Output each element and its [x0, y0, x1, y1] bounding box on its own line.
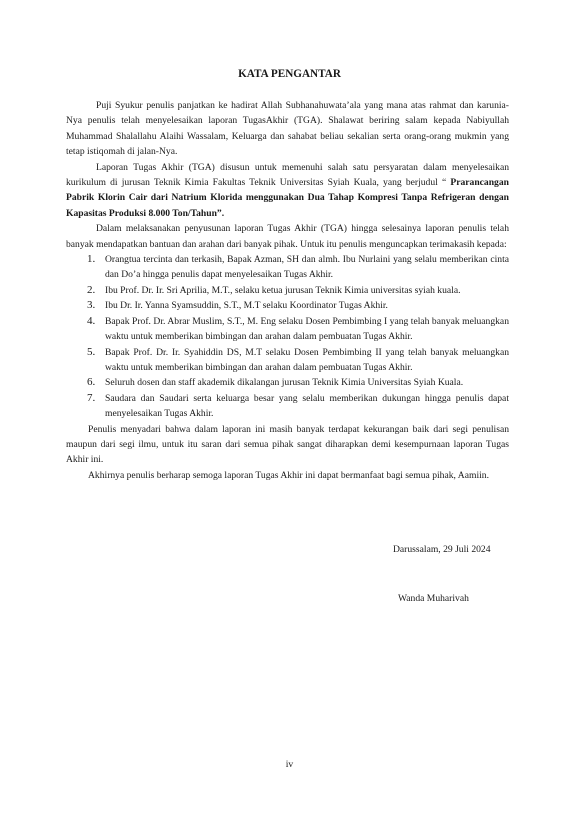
thanks-list	[66, 252, 509, 421]
document-body	[66, 98, 509, 483]
list-item	[66, 252, 509, 283]
list-item-number: 1.	[87, 253, 96, 266]
paragraph-closing: Akhirnya penulis berharap semoga laporan Tugas Akhir ini dapat bermanfaat bagi semua pihak, Aamiin.	[88, 469, 489, 481]
list-item-number: 3.	[87, 299, 96, 312]
list-item	[66, 375, 509, 390]
list-item-text: Saudara dan Saudari serta keluarga besar yang selalu memberikan dukungan hingga penulis dapat menyelesaikan Tugas Akhir.	[105, 392, 509, 420]
list-item-text: Ibu Prof. Dr. Ir. Sri Aprilia, M.T., selaku ketua jurusan Teknik Kimia universitas syiah kuala.	[105, 284, 461, 296]
paragraph-opening: Puji Syukur penulis panjatkan ke hadirat Allah Subhanahuwata’ala yang mana atas rahmat dan karunia-Nya penulis telah menyelesaikan laporan TugasAkhir (TGA). Shalawat beriring salam kepada Nabiyullah Muhammad Shalallahu Alaihi Wassalam, Keluarga dan sahabat beliau sekalian serta orang-orang mukmin yang tetap istiqomah di jalan-Nya.	[66, 100, 509, 158]
list-item-number: 2.	[87, 283, 96, 296]
list-item-number: 7.	[87, 391, 96, 404]
list-item	[66, 314, 509, 345]
list-item-text: Seluruh dosen dan staff akademik dikalangan jurusan Teknik Kimia Universitas Syiah Kuala.	[105, 377, 464, 389]
list-item-text: Bapak Prof. Dr. Ir. Syahiddin DS, M.T selaku Dosen Pembimbing II yang telah banyak meluangkan waktu untuk memberikan bimbingan dan arahan dalam pembuatan Tugas Akhir.	[105, 346, 509, 373]
author-name: Wanda Muharivah	[398, 593, 469, 604]
list-item-number: 5.	[87, 345, 96, 358]
list-item	[66, 345, 509, 376]
list-item-text: Ibu Dr. Ir. Yanna Syamsuddin, S.T., M.T selaku Koordinator Tugas Akhir.	[105, 300, 388, 312]
list-item-text: Bapak Prof. Dr. Abrar Muslim, S.T., M. Eng selaku Dosen Pembimbing I yang telah banyak meluangkan waktu untuk memberikan bimbingan dan arahan dalam pembuatan Tugas Akhir.	[105, 315, 509, 343]
list-item-number: 6.	[87, 376, 96, 389]
list-item	[66, 391, 509, 422]
paragraph-acknowledgement-intro: Dalam melaksanakan penyusunan laporan Tugas Akhir (TGA) hingga selesainya laporan penulis telah banyak mendapatkan bantuan dan arahan dari banyak pihak. Untuk itu penulis menguncapkan terimakasih kepada:	[66, 223, 509, 250]
page-number: iv	[285, 759, 294, 770]
list-item-number: 4.	[87, 314, 96, 327]
paragraph-purpose-text: Laporan Tugas Akhir (TGA) disusun untuk memenuhi salah satu persyaratan dalam menyelesaikan kurikulum di jurusan Teknik Kimia Fakultas Teknik Universitas Syiah Kuala, yang berjudul “	[66, 161, 509, 189]
place-date: Darussalam, 29 Juli 2024	[393, 544, 491, 555]
page-title: KATA PENGANTAR	[238, 68, 341, 80]
report-title: Prarancangan Pabrik Klorin Cair dari Natrium Klorida menggunakan Dua Tahap Kompresi Tanpa Refrigeran dengan Kapasitas Produksi 8.000 Ton/Tahun”.	[66, 177, 509, 219]
list-item	[66, 283, 509, 298]
paragraph-limitations: Penulis menyadari bahwa dalam laporan ini masih banyak terdapat kekurangan baik dari segi penulisan maupun dari segi ilmu, untuk itu saran dari semua pihak sangat diharapkan demi kesempurnaan laporan Tugas Akhir ini.	[66, 423, 509, 466]
list-item	[66, 298, 509, 313]
paragraph-purpose	[66, 160, 509, 222]
list-item-text: Orangtua tercinta dan terkasih, Bapak Azman, SH dan almh. Ibu Nurlaini yang selalu memberikan cinta dan Do’a hingga penulis dapat menyelesaikan Tugas Akhir.	[105, 254, 509, 281]
